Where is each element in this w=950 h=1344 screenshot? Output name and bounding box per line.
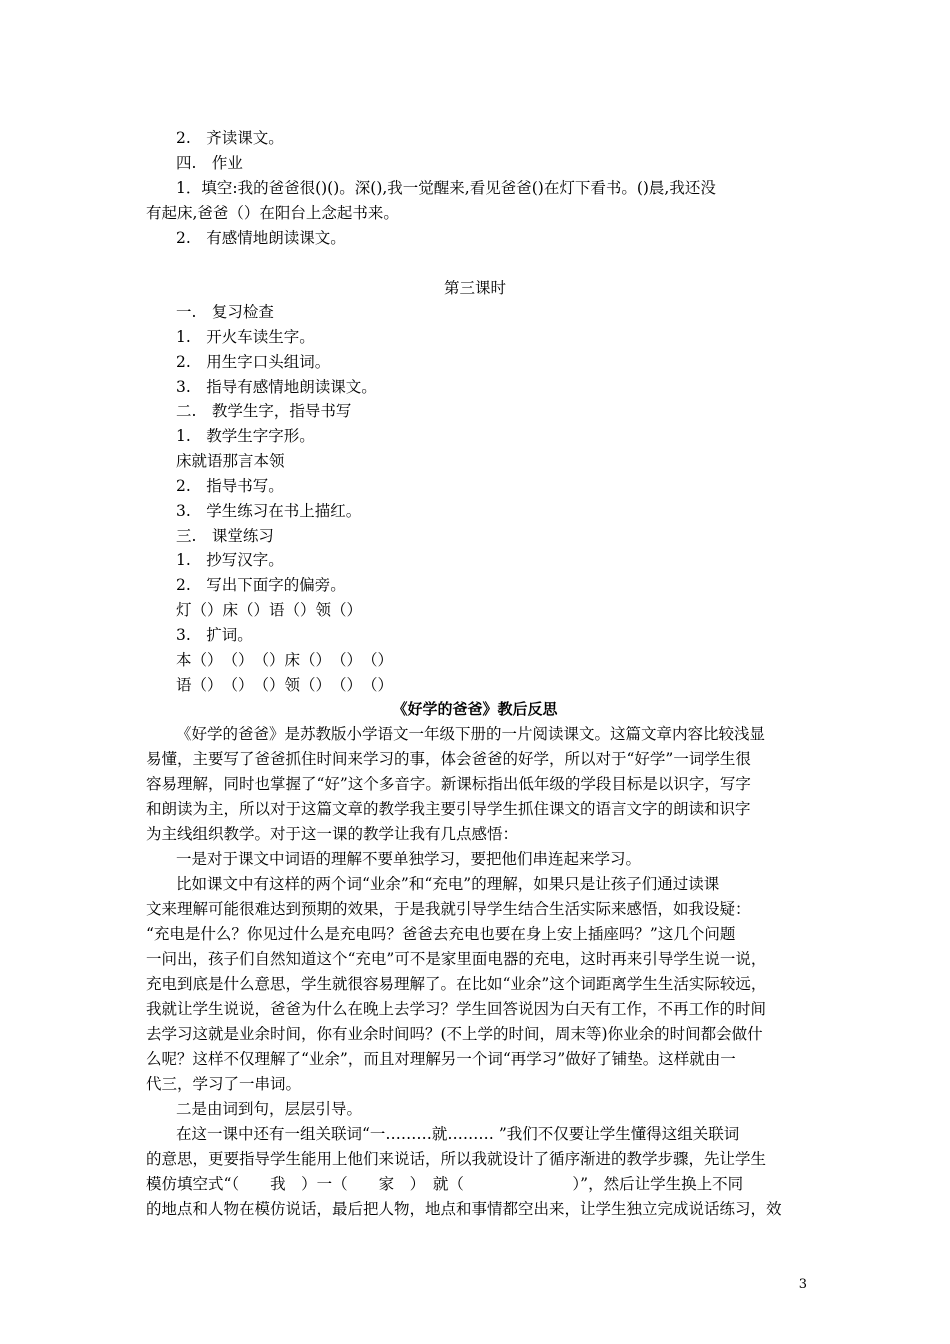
text-line: 2. 指导书写。: [176, 477, 284, 495]
text-line: 1. 开火车读生字。: [176, 328, 315, 346]
text-line: 1．填空:我的爸爸很()()。深(),我一觉醒来,看见爸爸()在灯下看书。()晨,我还没: [176, 179, 716, 197]
paragraph-line: 二是由词到句，层层引导。: [176, 1100, 363, 1118]
text-line: 1. 抄写汉字。: [176, 551, 284, 569]
text-line: 2. 齐读课文。: [176, 129, 284, 147]
text-line: 灯（）床（）语（）领（）: [176, 601, 363, 619]
paragraph-line: 文来理解可能很难达到预期的效果，于是我就引导学生结合生活实际来感悟，如我设疑：: [146, 900, 751, 918]
text-line: 语（） （） （）领（） （） （）: [176, 676, 394, 694]
paragraph-line: 容易理解，同时也掌握了“好”这个多音字。新课标指出低年级的学段目标是以识字，写字: [146, 775, 751, 793]
lesson-title: 第三课时: [443, 279, 506, 297]
paragraph-line: 比如课文中有这样的两个词“业余”和“充电”的理解，如果只是让孩子们通过读课: [176, 875, 720, 893]
paragraph-line: 我就让学生说说，爸爸为什么在晚上去学习？学生回答说因为白天有工作，不再工作的时间: [146, 1000, 767, 1018]
text-line: 床就语那言本领: [176, 452, 285, 470]
paragraph-line: 充电到底是什么意思，学生就很容易理解了。在比如“业余”这个词距离学生生活实际较远，: [146, 975, 767, 993]
text-line: 3. 学生练习在书上描红。: [176, 502, 362, 520]
paragraph-line: 易懂，主要写了爸爸抓住时间来学习的事，体会爸爸的好学，所以对于“好学”一词学生很: [146, 750, 751, 768]
paragraph-line: 和朗读为主，所以对于这篇文章的教学我主要引导学生抓住课文的语言文字的朗读和识字: [146, 800, 751, 818]
section-heading: 三. 课堂练习: [176, 527, 274, 545]
text-line: 2. 有感情地朗读课文。: [176, 229, 346, 247]
text-line: 2. 写出下面字的偏旁。: [176, 576, 346, 594]
paragraph-line: 模仿填空式“（ 我 ）一（ 家 ） 就（ ）”，然后让学生换上不同: [146, 1175, 744, 1193]
paragraph-line: 代三，学习了一串词。: [146, 1075, 302, 1093]
paragraph-line: 去学习这就是业余时间，你有业余时间吗？(不上学的时间，周末等)你业余的时间都会做什: [146, 1025, 763, 1043]
text-line: 2. 用生字口头组词。: [176, 353, 331, 371]
paragraph-line: 一是对于课文中词语的理解不要单独学习，要把他们串连起来学习。: [176, 850, 642, 868]
page-number: 3: [798, 1277, 807, 1292]
paragraph-line: 的意思，更要指导学生能用上他们来说话，所以我就设计了循序渐进的教学步骤，先让学生: [146, 1150, 767, 1168]
text-line: 有起床,爸爸（）在阳台上念起书来。: [146, 204, 399, 222]
text-line: 本（） （） （）床（） （） （）: [176, 651, 394, 669]
paragraph-line: “充电是什么？你见过什么是充电吗？爸爸去充电也要在身上安上插座吗？”这几个问题: [146, 925, 736, 943]
reflection-title: 《好学的爸爸》教后反思: [392, 700, 558, 718]
section-heading: 一. 复习检查: [176, 303, 274, 321]
paragraph-line: 在这一课中还有一组关联词“一………就……… ”我们不仅要让学生懂得这组关联词: [176, 1125, 740, 1143]
text-line: 3. 扩词。: [176, 626, 253, 644]
text-line: 1. 教学生字字形。: [176, 427, 315, 445]
paragraph-line: 《好学的爸爸》是苏教版小学语文一年级下册的一片阅读课文。这篇文章内容比较浅显: [176, 725, 766, 743]
paragraph-line: 么呢？这样不仅理解了“业余”，而且对理解另一个词“再学习”做好了铺垫。这样就由一: [146, 1050, 736, 1068]
paragraph-line: 为主线组织教学。对于这一课的教学让我有几点感悟：: [146, 825, 519, 843]
paragraph-line: 一问出，孩子们自然知道这个“充电”可不是家里面电器的充电，这时再来引导学生说一说，: [146, 950, 767, 968]
section-heading: 二. 教学生字，指导书写: [176, 402, 352, 420]
text-line: 3. 指导有感情地朗读课文。: [176, 378, 377, 396]
paragraph-line: 的地点和人物在模仿说话，最后把人物，地点和事情都空出来，让学生独立完成说话练习，效: [146, 1200, 782, 1218]
section-heading: 四. 作业: [176, 154, 243, 172]
